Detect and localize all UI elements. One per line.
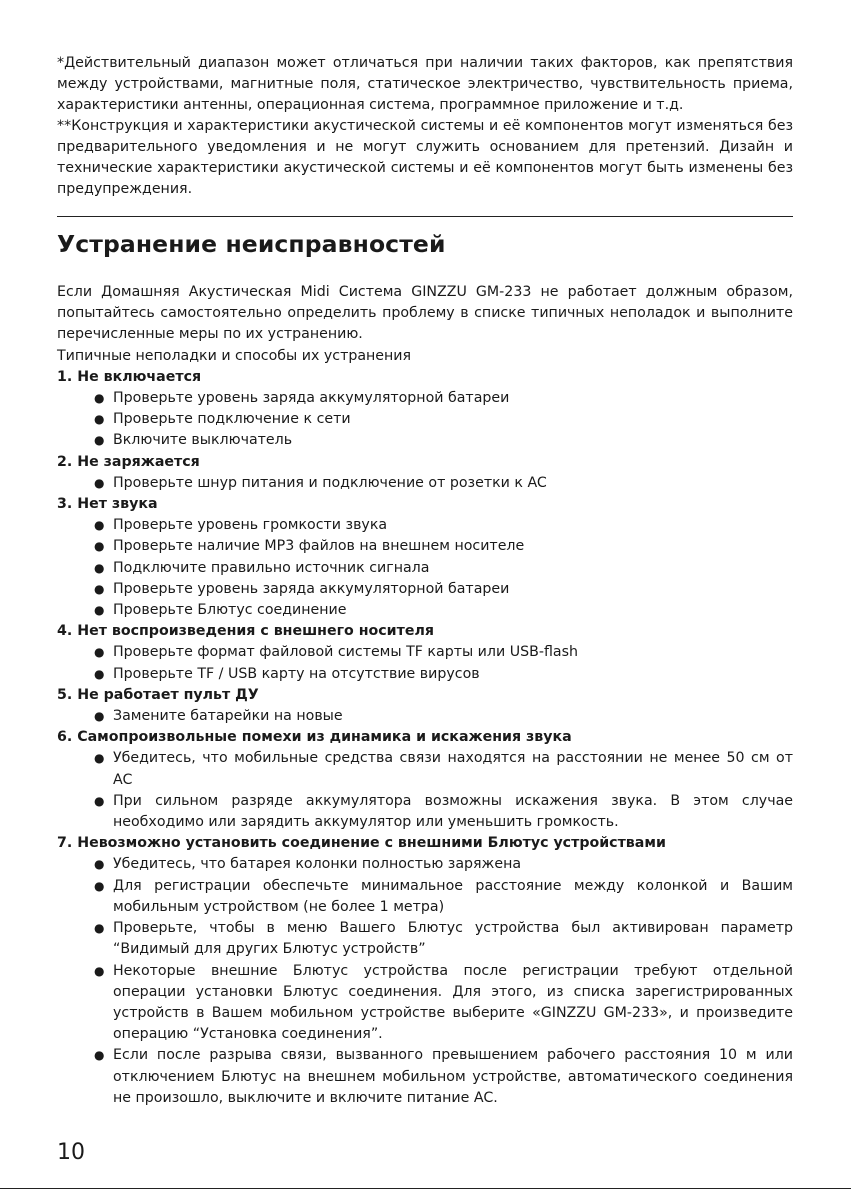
bullet-icon: ● [94,709,105,724]
list-item-text: Проверьте уровень заряда аккумуляторной батареи [113,580,510,597]
troubleshooting-section [57,494,793,621]
list-item-text: Проверьте наличие MP3 файлов на внешнем носителе [113,538,525,555]
list-item-text: Подключите правильно источник сигнала [113,559,430,576]
list-item-text: Замените батарейки на новые [113,708,343,725]
list-item [94,558,793,579]
list-item [94,748,793,790]
bullet-icon: ● [94,518,105,533]
troubleshooting-section [57,727,793,833]
list-item [94,918,793,960]
list-item-text: Проверьте подключение к сети [113,411,351,428]
section-items [57,515,793,621]
list-item [94,388,793,409]
bullet-icon: ● [94,433,105,448]
section-divider [57,216,793,217]
section-items [57,388,793,452]
section-title: 5. Не работает пульт ДУ [57,686,259,703]
list-item-text: Убедитесь, что мобильные средства связи находятся на расстоянии не менее 50 см от AC [113,750,793,788]
document-page [57,53,793,1109]
list-item-text: Проверьте уровень громкости звука [113,517,388,534]
section-title: 7. Невозможно установить соединение с внешними Блютус устройствами [57,835,666,852]
bullet-icon: ● [94,878,105,893]
section-title: 4. Нет воспроизведения с внешнего носителя [57,623,434,640]
troubleshooting-section [57,452,793,494]
list-item [94,430,793,451]
bullet-icon: ● [94,603,105,618]
list-item [94,876,793,918]
list-item-text: Некоторые внешние Блютус устройства после регистрации требуют отдельной операции установки Блютус соединения. Для этого, из списка зарегистрированных устройств в Вашем мобильном устройстве выберите «GINZZU GM-233», и произведите операцию “Установка соединения”. [113,962,793,1043]
list-item-text: Проверьте формат файловой системы TF карты или USB-flash [113,644,578,661]
bullet-icon: ● [94,963,105,978]
bullet-icon: ● [94,666,105,681]
list-item [94,1045,793,1109]
list-item [94,600,793,621]
intro-subtitle: Типичные неполадки и способы их устранения [57,347,412,364]
page-number: 10 [57,1140,85,1165]
list-item-text: Убедитесь, что батарея колонки полностью заряжена [113,856,522,873]
bullet-icon: ● [94,581,105,596]
bullet-icon: ● [94,560,105,575]
list-item [94,473,793,494]
bullet-icon: ● [94,391,105,406]
list-item [94,536,793,557]
section-title: 1. Не включается [57,368,202,385]
list-item [94,409,793,430]
list-item-text: Если после разрыва связи, вызванного превышением рабочего расстояния 10 м или отключением Блютус на внешнем мобильном устройстве, автоматического соединения не произошло, выключите и включите питание AC. [113,1047,793,1106]
bullet-icon: ● [94,412,105,427]
troubleshooting-section [57,621,793,685]
bullet-icon: ● [94,645,105,660]
section-items [57,854,793,1108]
list-item [94,961,793,1046]
troubleshooting-section [57,833,793,1109]
section-items [57,748,793,833]
section-title: 2. Не заряжается [57,453,200,470]
bullet-icon: ● [94,1048,105,1063]
bullet-icon: ● [94,857,105,872]
section-title: 3. Нет звука [57,496,158,513]
section-items [57,706,793,727]
footnote-design: **Конструкция и характеристики акустической системы и её компонентов могут изменяться без предварительного уведомления и не могут служить основанием для претензий. Дизайн и технические характеристики акустической системы и её компонентов могут быть изменены без предупреждения. [57,118,793,197]
list-item-text: Проверьте Блютус соединение [113,602,347,619]
section-items [57,642,793,684]
troubleshooting-section [57,367,793,452]
list-item [94,515,793,536]
list-item-text: При сильном разряде аккумулятора возможны искажения звука. В этом случае необходимо или зарядить аккумулятор или уменьшить громкость. [113,792,793,831]
list-item-text: Включите выключатель [113,432,293,449]
bullet-icon: ● [94,793,105,808]
section-title: 6. Самопроизвольные помехи из динамика и искажения звука [57,729,572,746]
list-item [94,791,793,833]
bullet-icon: ● [94,921,105,936]
list-item [94,579,793,600]
list-item-text: Проверьте, чтобы в меню Вашего Блютус устройства был активирован параметр “Видимый для других Блютус устройств” [113,920,793,958]
list-item [94,706,793,727]
page-heading: Устранение неисправностей [57,230,446,258]
troubleshooting-section [57,685,793,727]
list-item [94,664,793,685]
troubleshooting-list [57,367,793,1109]
bullet-icon: ● [94,751,105,766]
bottom-divider [0,1188,851,1189]
list-item-text: Для регистрации обеспечьте минимальное расстояние между колонкой и Вашим мобильным устройством (не более 1 метра) [113,877,793,915]
list-item [94,642,793,663]
list-item-text: Проверьте уровень заряда аккумуляторной батареи [113,390,510,407]
footnote-range: *Действительный диапазон может отличаться при наличии таких факторов, как препятствия между устройствами, магнитные поля, статическое электричество, чувствительность приема, характеристики антенны, операционная система, программное приложение и т.д. [57,55,793,113]
list-item-text: Проверьте TF / USB карту на отсутствие вирусов [113,665,480,682]
list-item-text: Проверьте шнур питания и подключение от розетки к AC [113,474,547,491]
list-item [94,854,793,875]
intro-paragraph: Если Домашняя Акустическая Midi Система GINZZU GM-233 не работает должным образом, попытайтесь самостоятельно определить проблему в списке типичных неполадок и выполните перечисленные меры по их устранению. [57,284,793,343]
bullet-icon: ● [94,539,105,554]
bullet-icon: ● [94,475,105,490]
section-items [57,473,793,494]
